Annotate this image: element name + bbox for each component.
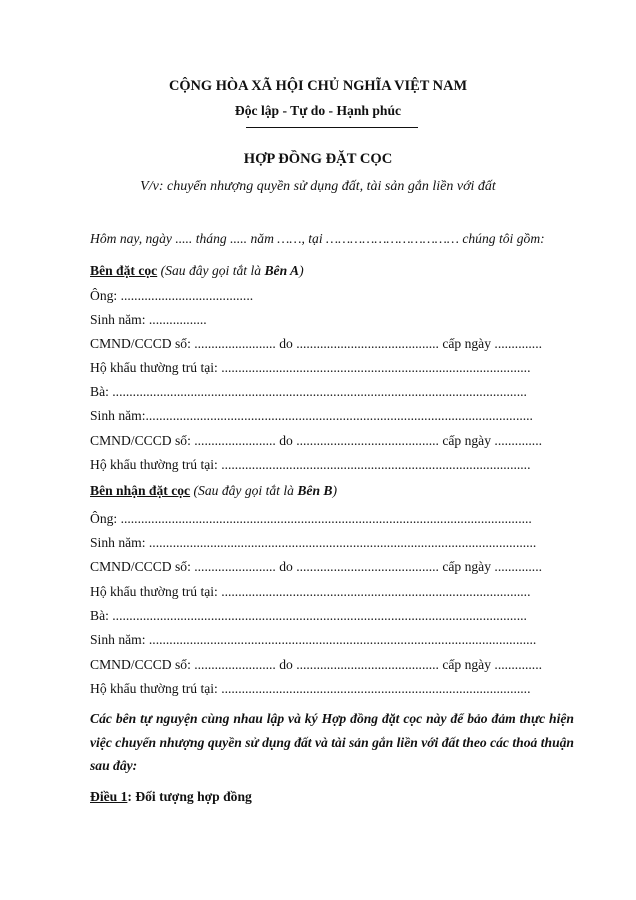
intro-line: Hôm nay, ngày ..... tháng ..... năm ……, tại …………………………… chúng tôi gồm: [90, 231, 545, 246]
party-a-line: CMND/CCCD số: ........................ do .......................................... cấp ngày .............. [90, 336, 542, 351]
party-b-line: CMND/CCCD số: ........................ do .......................................... cấp ngày .............. [90, 559, 542, 574]
party-b-heading-line [90, 482, 574, 500]
party-b-line: Hộ khẩu thường trú tại: ........................................................................................... [90, 584, 531, 599]
document-subtitle: V/v: chuyển nhượng quyền sử dụng đất, tài sản gắn liền với đất [140, 179, 496, 194]
party-a-heading: Bên đặt cọc [90, 263, 158, 278]
party-a-line: Hộ khẩu thường trú tại: ........................................................................................... [90, 457, 531, 472]
party-a-line: Bà: .......................................................................................................................... [90, 384, 527, 399]
agreement-paragraph: Các bên tự nguyện cùng nhau lập và ký Hợp đồng đặt cọc này để bảo đảm thực hiện việc chuyển nhượng quyền sử dụng đất và tài sản gắn liền với đất theo các thoả thuận sau đây: [90, 711, 574, 773]
nation-heading: CỘNG HÒA XÃ HỘI CHỦ NGHĨA VIỆT NAM [168, 78, 468, 94]
party-a-heading-line [90, 262, 574, 280]
motto: Độc lập - Tự do - Hạnh phúc [234, 103, 402, 118]
party-a-note: (Sau đây gọi tắt là Bên A) [160, 263, 304, 278]
party-b-line: Bà: .......................................................................................................................... [90, 608, 527, 623]
party-b-line: Hộ khẩu thường trú tại: ........................................................................................... [90, 681, 531, 696]
article-1-text: : Đối tượng hợp đồng [127, 789, 252, 804]
party-a-line: Ông: ....................................... [90, 288, 254, 303]
header-divider [246, 127, 418, 128]
party-b-line: Sinh năm: .................................................................................................................. [90, 535, 537, 550]
article-1-label: Điều 1 [90, 789, 128, 804]
article-1-heading [90, 788, 574, 806]
party-b-line: Sinh năm: .................................................................................................................. [90, 632, 537, 647]
party-b-heading: Bên nhận đặt cọc [90, 483, 191, 498]
party-b-line: CMND/CCCD số: ........................ do .......................................... cấp ngày .............. [90, 657, 542, 672]
party-b-line: Ông: ......................................................................................................................... [90, 511, 532, 526]
party-b-note: (Sau đây gọi tắt là Bên B) [193, 483, 338, 498]
document-title: HỢP ĐỒNG ĐẶT CỌC [243, 151, 393, 167]
party-a-line: Sinh năm:.................................................................................................................. [90, 408, 533, 423]
party-a-line: Hộ khẩu thường trú tại: ........................................................................................... [90, 360, 531, 375]
party-a-line: CMND/CCCD số: ........................ do .......................................... cấp ngày .............. [90, 433, 542, 448]
party-a-line: Sinh năm: ................. [90, 312, 207, 327]
